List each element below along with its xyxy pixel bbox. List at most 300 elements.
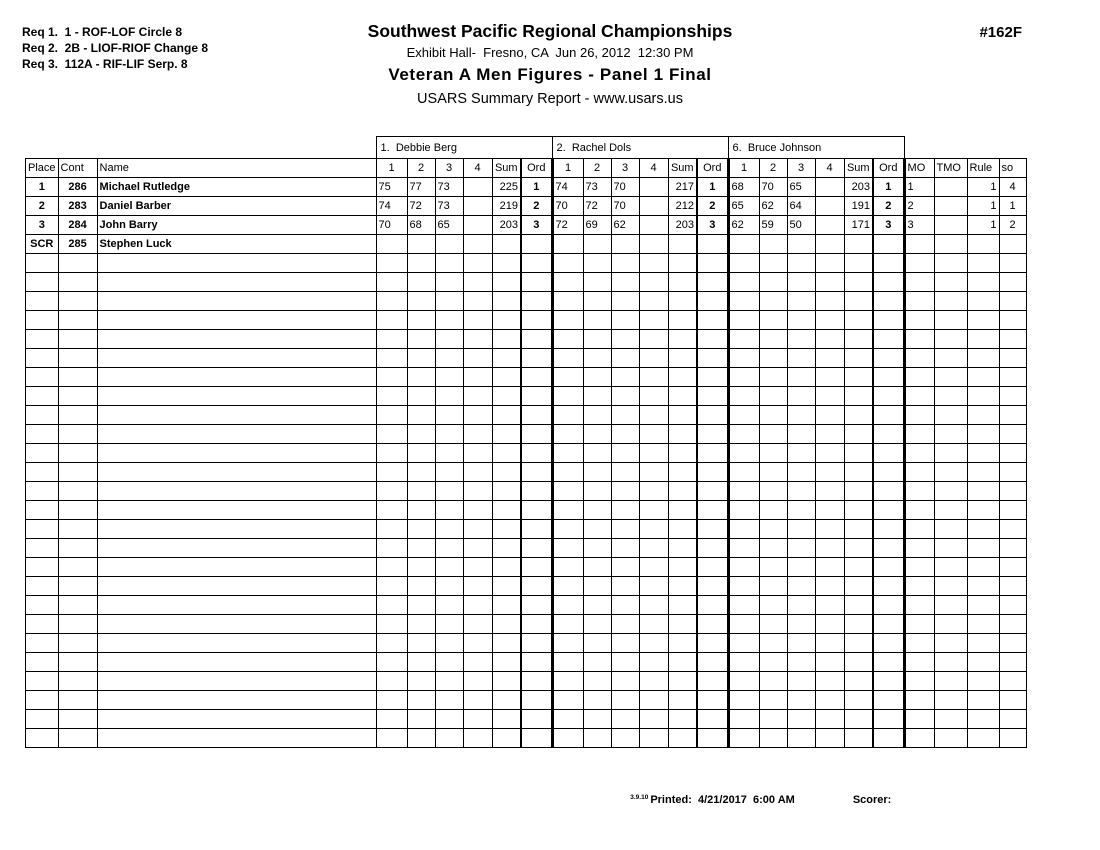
cell-score-3	[787, 292, 815, 311]
cell-place	[26, 653, 59, 672]
cell-sum: 203	[492, 216, 521, 235]
cell-ord	[521, 539, 552, 558]
cell-score-3	[787, 653, 815, 672]
cell-ord	[873, 273, 904, 292]
cell-name	[97, 368, 376, 387]
cell-rule	[967, 387, 999, 406]
cell-mo	[904, 463, 934, 482]
cell-ord	[521, 710, 552, 729]
cell-sum	[492, 368, 521, 387]
cell-score-4	[639, 235, 668, 254]
cell-score-2	[583, 653, 611, 672]
cell-score-4	[639, 729, 668, 748]
cell-ord	[873, 729, 904, 748]
cell-so: 2	[999, 216, 1026, 235]
cell-score-4	[639, 197, 668, 216]
cell-score-1	[552, 596, 583, 615]
cell-score-3	[435, 235, 463, 254]
cell-ord	[873, 596, 904, 615]
cell-score-3	[435, 406, 463, 425]
cell-score-3	[435, 368, 463, 387]
cell-place	[26, 330, 59, 349]
cell-score-1	[376, 387, 407, 406]
cell-score-1	[552, 387, 583, 406]
cell-sum	[668, 520, 697, 539]
cell-contestant-number	[58, 653, 97, 672]
cell-score-2	[407, 387, 435, 406]
cell-score-1	[376, 558, 407, 577]
cell-mo	[904, 520, 934, 539]
cell-rule	[967, 463, 999, 482]
cell-score-3	[787, 634, 815, 653]
cell-score-4	[639, 444, 668, 463]
col-header-judge3-2: 2	[759, 159, 787, 178]
cell-place	[26, 596, 59, 615]
cell-score-1	[552, 273, 583, 292]
contestant-row	[26, 235, 1027, 254]
cell-sum	[492, 710, 521, 729]
cell-score-3	[611, 273, 639, 292]
cell-tmo	[934, 387, 967, 406]
cell-place	[26, 254, 59, 273]
footer	[618, 782, 891, 818]
cell-sum	[492, 292, 521, 311]
cell-score-1	[552, 729, 583, 748]
cell-tmo	[934, 330, 967, 349]
cell-score-1	[728, 596, 759, 615]
cell-tmo	[934, 672, 967, 691]
cell-sum	[492, 444, 521, 463]
cell-name	[97, 577, 376, 596]
cell-mo	[904, 349, 934, 368]
cell-place: 2	[26, 197, 59, 216]
cell-score-1	[376, 330, 407, 349]
cell-tmo	[934, 558, 967, 577]
cell-score-1	[552, 539, 583, 558]
cell-score-2	[407, 235, 435, 254]
cell-sum	[492, 691, 521, 710]
cell-score-2	[407, 330, 435, 349]
cell-so	[999, 729, 1026, 748]
cell-place	[26, 406, 59, 425]
cell-score-4	[815, 463, 844, 482]
empty-row	[26, 444, 1027, 463]
cell-sum	[492, 311, 521, 330]
cell-score-1	[728, 539, 759, 558]
col-header-judge1-ord: Ord	[521, 159, 552, 178]
cell-name	[97, 330, 376, 349]
cell-score-2	[583, 577, 611, 596]
cell-score-3: 62	[611, 216, 639, 235]
cell-name: Daniel Barber	[97, 197, 376, 216]
cell-score-3	[435, 425, 463, 444]
cell-score-2	[759, 482, 787, 501]
cell-score-3	[435, 520, 463, 539]
cell-score-1: 70	[376, 216, 407, 235]
cell-sum: 171	[844, 216, 873, 235]
cell-score-3	[611, 292, 639, 311]
cell-score-2	[759, 577, 787, 596]
cell-ord	[873, 615, 904, 634]
cell-score-4	[639, 634, 668, 653]
cell-score-2: 70	[759, 178, 787, 197]
cell-score-3	[787, 615, 815, 634]
cell-rule	[967, 653, 999, 672]
cell-ord	[697, 615, 728, 634]
cell-sum	[492, 406, 521, 425]
cell-sum	[492, 349, 521, 368]
column-header-row	[26, 159, 1027, 178]
cell-score-1	[728, 691, 759, 710]
cell-score-1	[728, 444, 759, 463]
cell-score-2: 62	[759, 197, 787, 216]
cell-score-2	[583, 463, 611, 482]
cell-score-1	[552, 653, 583, 672]
cell-rule	[967, 406, 999, 425]
cell-mo	[904, 425, 934, 444]
cell-ord	[697, 425, 728, 444]
cell-tmo	[934, 273, 967, 292]
col-header-judge2-4: 4	[639, 159, 668, 178]
cell-score-3	[787, 691, 815, 710]
col-header-judge2-1: 1	[552, 159, 583, 178]
event-number: #162F	[979, 24, 1022, 41]
cell-score-3	[435, 634, 463, 653]
cell-so	[999, 406, 1026, 425]
cell-score-2	[583, 406, 611, 425]
cell-sum	[844, 482, 873, 501]
cell-score-4	[639, 349, 668, 368]
cell-score-2	[407, 520, 435, 539]
cell-so	[999, 311, 1026, 330]
cell-mo	[904, 691, 934, 710]
cell-score-2	[583, 368, 611, 387]
cell-score-4	[639, 596, 668, 615]
cell-place	[26, 539, 59, 558]
cell-score-3	[611, 577, 639, 596]
cell-score-1	[376, 311, 407, 330]
cell-score-1	[728, 615, 759, 634]
cell-rule	[967, 254, 999, 273]
cell-contestant-number	[58, 501, 97, 520]
cell-score-3	[611, 653, 639, 672]
empty-row	[26, 482, 1027, 501]
cell-contestant-number	[58, 387, 97, 406]
cell-ord	[873, 349, 904, 368]
cell-score-4	[463, 235, 492, 254]
cell-mo: 2	[904, 197, 934, 216]
cell-score-2	[583, 691, 611, 710]
cell-score-4	[639, 406, 668, 425]
cell-score-4	[815, 368, 844, 387]
cell-ord	[873, 330, 904, 349]
cell-score-3	[787, 311, 815, 330]
cell-name	[97, 501, 376, 520]
cell-score-4	[815, 406, 844, 425]
cell-score-2: 77	[407, 178, 435, 197]
cell-sum: 191	[844, 197, 873, 216]
judge-name-2: 2. Rachel Dols	[552, 137, 728, 159]
cell-score-2	[407, 558, 435, 577]
cell-score-1	[552, 292, 583, 311]
cell-so	[999, 577, 1026, 596]
cell-ord	[521, 273, 552, 292]
cell-sum: 203	[668, 216, 697, 235]
cell-score-1	[552, 691, 583, 710]
cell-rule: 1	[967, 178, 999, 197]
cell-score-1	[728, 311, 759, 330]
cell-sum	[844, 501, 873, 520]
cell-rule	[967, 691, 999, 710]
cell-rule	[967, 311, 999, 330]
cell-sum	[492, 501, 521, 520]
cell-score-1	[552, 368, 583, 387]
cell-score-2	[407, 425, 435, 444]
cell-score-4	[463, 444, 492, 463]
cell-score-3	[435, 311, 463, 330]
cell-score-1	[728, 634, 759, 653]
cell-mo	[904, 368, 934, 387]
cell-rule	[967, 368, 999, 387]
cell-name	[97, 539, 376, 558]
cell-place	[26, 368, 59, 387]
cell-rule	[967, 615, 999, 634]
cell-ord	[697, 558, 728, 577]
cell-score-4	[463, 710, 492, 729]
cell-score-4	[463, 672, 492, 691]
cell-score-1	[552, 615, 583, 634]
cell-score-4	[463, 729, 492, 748]
cell-score-4	[463, 482, 492, 501]
cell-score-1	[728, 387, 759, 406]
cell-score-1: 68	[728, 178, 759, 197]
cell-sum	[668, 482, 697, 501]
cell-score-3	[787, 406, 815, 425]
col-header-judge3-ord: Ord	[873, 159, 904, 178]
cell-sum	[492, 558, 521, 577]
cell-score-3	[787, 672, 815, 691]
cell-sum	[492, 615, 521, 634]
cell-score-4	[639, 311, 668, 330]
col-header-judge2-2: 2	[583, 159, 611, 178]
cell-contestant-number	[58, 558, 97, 577]
cell-score-4	[639, 254, 668, 273]
cell-score-1	[376, 235, 407, 254]
cell-so	[999, 482, 1026, 501]
col-header-judge2-ord: Ord	[697, 159, 728, 178]
cell-score-3	[435, 292, 463, 311]
cell-place	[26, 482, 59, 501]
cell-score-3	[435, 349, 463, 368]
cell-ord	[697, 520, 728, 539]
cell-sum	[844, 330, 873, 349]
cell-sum: 212	[668, 197, 697, 216]
cell-score-3	[435, 596, 463, 615]
cell-tmo	[934, 634, 967, 653]
cell-sum	[844, 558, 873, 577]
cell-so	[999, 615, 1026, 634]
cell-tmo	[934, 235, 967, 254]
cell-place	[26, 729, 59, 748]
cell-ord	[697, 634, 728, 653]
cell-score-2	[759, 349, 787, 368]
cell-name: Michael Rutledge	[97, 178, 376, 197]
cell-score-3	[435, 387, 463, 406]
cell-score-1	[376, 501, 407, 520]
cell-score-2	[759, 406, 787, 425]
cell-contestant-number	[58, 672, 97, 691]
cell-ord	[521, 558, 552, 577]
printed-timestamp: Printed: 4/21/2017 6:00 AM	[650, 794, 795, 806]
cell-sum	[492, 273, 521, 292]
cell-score-4	[639, 330, 668, 349]
cell-score-1	[552, 235, 583, 254]
cell-ord	[521, 425, 552, 444]
cell-score-3	[611, 235, 639, 254]
cell-score-4	[815, 444, 844, 463]
report-subtitle: USARS Summary Report - www.usars.us	[417, 91, 683, 107]
cell-score-1	[376, 634, 407, 653]
cell-score-2	[407, 539, 435, 558]
cell-sum	[492, 539, 521, 558]
cell-sum	[844, 273, 873, 292]
cell-score-2	[583, 596, 611, 615]
cell-mo	[904, 634, 934, 653]
cell-score-3	[611, 444, 639, 463]
cell-score-4	[815, 273, 844, 292]
cell-sum	[844, 672, 873, 691]
cell-score-2	[407, 653, 435, 672]
cell-name	[97, 349, 376, 368]
cell-sum	[844, 349, 873, 368]
cell-sum	[668, 406, 697, 425]
empty-row	[26, 406, 1027, 425]
empty-row	[26, 729, 1027, 748]
cell-score-1	[552, 577, 583, 596]
cell-ord	[521, 615, 552, 634]
cell-score-4	[463, 216, 492, 235]
cell-so	[999, 539, 1026, 558]
cell-score-1	[728, 273, 759, 292]
cell-ord	[521, 387, 552, 406]
cell-score-2: 72	[583, 197, 611, 216]
cell-score-3	[435, 463, 463, 482]
cell-score-3	[435, 653, 463, 672]
cell-rule	[967, 330, 999, 349]
cell-ord	[697, 691, 728, 710]
cell-ord	[521, 444, 552, 463]
cell-mo	[904, 653, 934, 672]
cell-score-1: 74	[376, 197, 407, 216]
cell-score-2	[583, 539, 611, 558]
cell-rule	[967, 596, 999, 615]
cell-name	[97, 482, 376, 501]
cell-score-3	[787, 330, 815, 349]
cell-tmo	[934, 197, 967, 216]
cell-ord: 3	[697, 216, 728, 235]
cell-contestant-number	[58, 406, 97, 425]
cell-score-4	[815, 387, 844, 406]
cell-name	[97, 615, 376, 634]
cell-sum	[844, 539, 873, 558]
cell-score-3	[611, 539, 639, 558]
cell-score-1	[376, 273, 407, 292]
cell-score-3	[435, 729, 463, 748]
cell-name	[97, 444, 376, 463]
cell-contestant-number: 284	[58, 216, 97, 235]
cell-score-4	[463, 387, 492, 406]
cell-sum	[668, 368, 697, 387]
cell-score-3	[787, 273, 815, 292]
cell-place	[26, 634, 59, 653]
cell-sum: 217	[668, 178, 697, 197]
col-header-judge1-3: 3	[435, 159, 463, 178]
cell-score-4	[815, 178, 844, 197]
cell-score-4	[815, 501, 844, 520]
cell-score-1	[376, 710, 407, 729]
cell-score-1	[376, 691, 407, 710]
cell-score-2	[407, 729, 435, 748]
cell-score-1: 75	[376, 178, 407, 197]
cell-score-4	[639, 387, 668, 406]
cell-score-4	[815, 634, 844, 653]
cell-score-2	[407, 691, 435, 710]
contestant-row	[26, 178, 1027, 197]
cell-score-1	[728, 729, 759, 748]
event-title: Veteran A Men Figures - Panel 1 Final	[388, 65, 712, 84]
cell-ord	[873, 387, 904, 406]
cell-sum	[844, 235, 873, 254]
cell-name: John Barry	[97, 216, 376, 235]
cell-ord	[521, 349, 552, 368]
cell-ord	[697, 273, 728, 292]
requirement-1: Req 1. 1 - ROF-LOF Circle 8	[22, 25, 183, 39]
cell-score-2	[759, 463, 787, 482]
cell-score-4	[463, 368, 492, 387]
col-header-judge3-4: 4	[815, 159, 844, 178]
cell-place: SCR	[26, 235, 59, 254]
cell-score-3	[611, 691, 639, 710]
cell-score-2	[583, 710, 611, 729]
cell-score-4	[815, 482, 844, 501]
judge-row-spacer-right	[904, 137, 1026, 159]
cell-ord	[521, 501, 552, 520]
cell-rule	[967, 482, 999, 501]
cell-score-2	[583, 672, 611, 691]
cell-sum	[668, 577, 697, 596]
cell-so	[999, 273, 1026, 292]
cell-tmo	[934, 444, 967, 463]
cell-so	[999, 292, 1026, 311]
cell-sum	[668, 330, 697, 349]
cell-sum	[844, 425, 873, 444]
cell-rule	[967, 710, 999, 729]
cell-sum	[668, 634, 697, 653]
col-header-name: Name	[97, 159, 376, 178]
cell-score-2	[759, 273, 787, 292]
cell-sum	[844, 311, 873, 330]
cell-ord	[873, 634, 904, 653]
cell-ord	[697, 539, 728, 558]
empty-row	[26, 615, 1027, 634]
cell-rule	[967, 520, 999, 539]
cell-ord	[521, 520, 552, 539]
cell-ord: 1	[521, 178, 552, 197]
cell-score-1	[376, 463, 407, 482]
cell-sum	[668, 501, 697, 520]
cell-sum	[492, 330, 521, 349]
cell-rule	[967, 444, 999, 463]
